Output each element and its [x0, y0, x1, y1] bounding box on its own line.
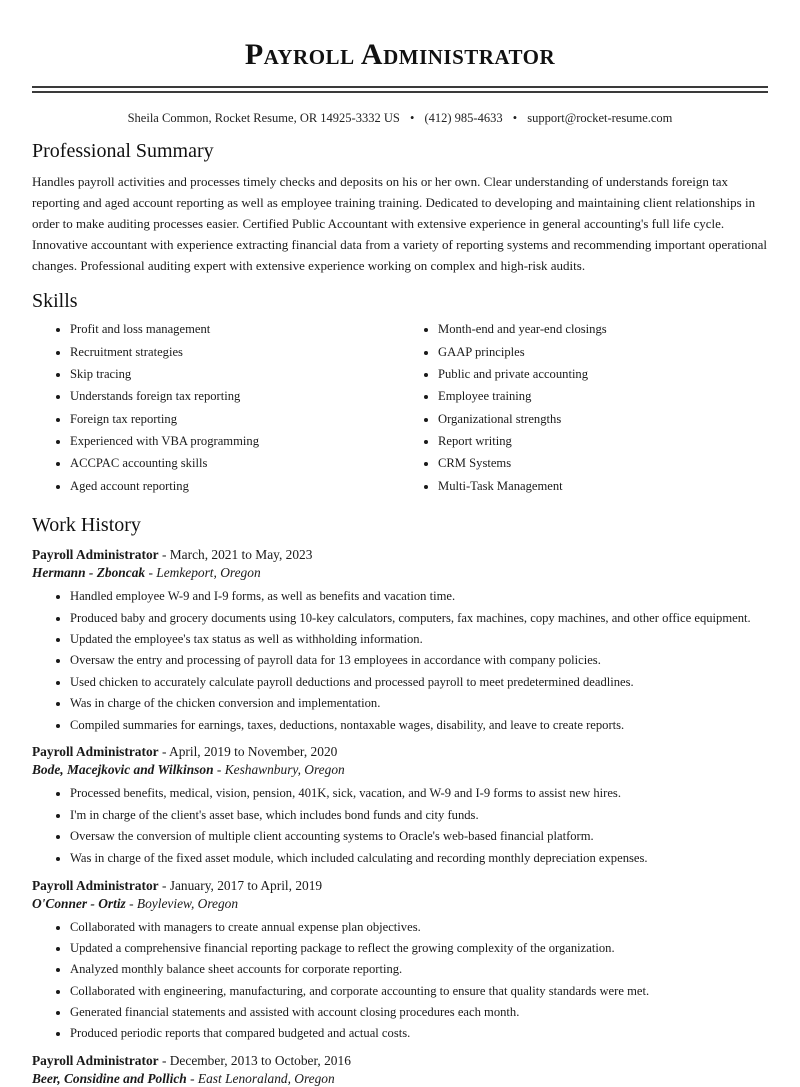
list-item: • Collaborated with managers to create annual expense plan objectives. [70, 918, 768, 937]
list-item: • Collaborated with engineering, manufacturing, and corporate accounting to ensure that quality standards were met. [70, 982, 768, 1001]
job-subheader [32, 1071, 768, 1087]
job-title: Payroll Administrator [32, 1053, 159, 1069]
section-heading-summary: Professional Summary [32, 140, 214, 162]
list-item: • Report writing [438, 433, 768, 451]
contact-phone: (412) 985-4633 [424, 111, 503, 125]
job-dates: - December, 2013 to October, 2016 [161, 1053, 351, 1069]
list-item: • Generated financial statements and assisted with account closing procedures each month. [70, 1003, 768, 1022]
job-company: Hermann - Zboncak [32, 565, 146, 581]
list-item: • I'm in charge of the client's asset base, which includes bond funds and city funds. [70, 806, 768, 825]
list-item: • Oversaw the conversion of multiple client accounting systems to Oracle's web-based financial platform. [70, 827, 768, 846]
job-title: Payroll Administrator [32, 547, 159, 563]
list-item: • Updated a comprehensive financial reporting package to reflect the growing complexity of the organization. [70, 939, 768, 958]
list-item: • Compiled summaries for earnings, taxes, deductions, nontaxable wages, disability, and leave to create reports. [70, 716, 768, 735]
work-history-entry [32, 878, 768, 1044]
list-item: • Foreign tax reporting [70, 411, 400, 429]
work-history-entry [32, 1053, 768, 1087]
list-item: • Employee training [438, 388, 768, 406]
job-dates: - January, 2017 to April, 2019 [161, 877, 323, 893]
list-item: • Oversaw the entry and processing of payroll data for 13 employees in accordance with company policies. [70, 651, 768, 670]
list-item: • Experienced with VBA programming [70, 433, 400, 451]
job-bullet-list [32, 918, 768, 1044]
job-subheader [32, 762, 768, 778]
list-item: • Multi-Task Management [438, 478, 768, 496]
list-item: • Profit and loss management [70, 321, 400, 339]
list-item: • Organizational strengths [438, 411, 768, 429]
list-item: • Analyzed monthly balance sheet accounts for corporate reporting. [70, 960, 768, 979]
job-dates: - March, 2021 to May, 2023 [161, 547, 313, 563]
contact-separator-2: • [512, 111, 518, 125]
list-item: • Produced baby and grocery documents using 10-key calculators, computers, fax machines, copy machines, and other office equipment. [70, 609, 768, 628]
job-title: Payroll Administrator [32, 877, 159, 893]
job-header [32, 878, 768, 894]
section-professional-summary [32, 140, 768, 276]
skills-column-right [400, 321, 768, 500]
list-item: • Used chicken to accurately calculate payroll deductions and processed payroll to meet predetermined deadlines. [70, 673, 768, 692]
page-title: Payroll Administrator [244, 38, 556, 71]
job-location: - Lemkeport, Oregon [148, 565, 261, 581]
job-bullet-list [32, 587, 768, 734]
skills-list-left [32, 321, 400, 496]
skills-columns [32, 321, 768, 500]
job-location: - Boyleview, Oregon [129, 895, 239, 911]
contact-line [32, 111, 768, 126]
job-dates: - April, 2019 to November, 2020 [161, 744, 338, 760]
list-item: • Produced periodic reports that compared budgeted and actual costs. [70, 1024, 768, 1043]
contact-email: support@rocket-resume.com [527, 111, 673, 125]
job-subheader [32, 896, 768, 912]
list-item: • Recruitment strategies [70, 344, 400, 362]
list-item: • Handled employee W-9 and I-9 forms, as well as benefits and vacation time. [70, 587, 768, 606]
list-item: • Processed benefits, medical, vision, pension, 401K, sick, vacation, and W-9 and I-9 forms to assist new hires. [70, 784, 768, 803]
list-item: • Understands foreign tax reporting [70, 388, 400, 406]
job-subheader [32, 565, 768, 581]
skills-column-left [32, 321, 400, 500]
contact-name-address: Sheila Common, Rocket Resume, OR 14925-3332 US [127, 111, 400, 125]
job-company: Bode, Macejkovic and Wilkinson [32, 762, 214, 778]
job-header [32, 744, 768, 760]
list-item: • GAAP principles [438, 344, 768, 362]
job-company: Beer, Considine and Pollich [32, 1071, 187, 1087]
list-item: • Was in charge of the fixed asset module, which included calculating and recording monthly depreciation expenses. [70, 849, 768, 868]
section-work-history [32, 514, 768, 1087]
header-divider [32, 86, 768, 93]
work-history-entry [32, 547, 768, 734]
job-location: - East Lenoraland, Oregon [190, 1071, 335, 1087]
job-location: - Keshawnbury, Oregon [216, 762, 345, 778]
list-item: • Month-end and year-end closings [438, 321, 768, 339]
section-skills [32, 290, 768, 500]
section-heading-work-history: Work History [32, 514, 141, 537]
job-company: O'Conner - Ortiz [32, 895, 126, 911]
summary-paragraph: Handles payroll activities and processes timely checks and deposits on his or her own. Clear understanding of understands foreign tax reporting and aged account reporting as well as employee training training. Dedicated to developing and maintaining client relationships in order to make auditing processes easier. Certified Public Accountant with extensive experience in general accounting's full life cycle. Innovative accountant with experience extracting financial data from a variety of reporting systems and recommending important operational changes. Professional auditing expert with extensive experience working on complex and high-risk audits. [32, 174, 767, 274]
list-item: • Aged account reporting [70, 478, 400, 496]
job-title: Payroll Administrator [32, 744, 159, 760]
list-item: • ACCPAC accounting skills [70, 455, 400, 473]
list-item: • Updated the employee's tax status as well as withholding information. [70, 630, 768, 649]
contact-separator-1: • [409, 111, 415, 125]
section-heading-skills: Skills [32, 290, 78, 313]
list-item: • Was in charge of the chicken conversion and implementation. [70, 694, 768, 713]
list-item: • Skip tracing [70, 366, 400, 384]
list-item: • CRM Systems [438, 455, 768, 473]
job-header [32, 1053, 768, 1069]
list-item: • Public and private accounting [438, 366, 768, 384]
skills-list-right [400, 321, 768, 496]
work-history-entry [32, 744, 768, 867]
job-header [32, 547, 768, 563]
job-bullet-list [32, 784, 768, 867]
